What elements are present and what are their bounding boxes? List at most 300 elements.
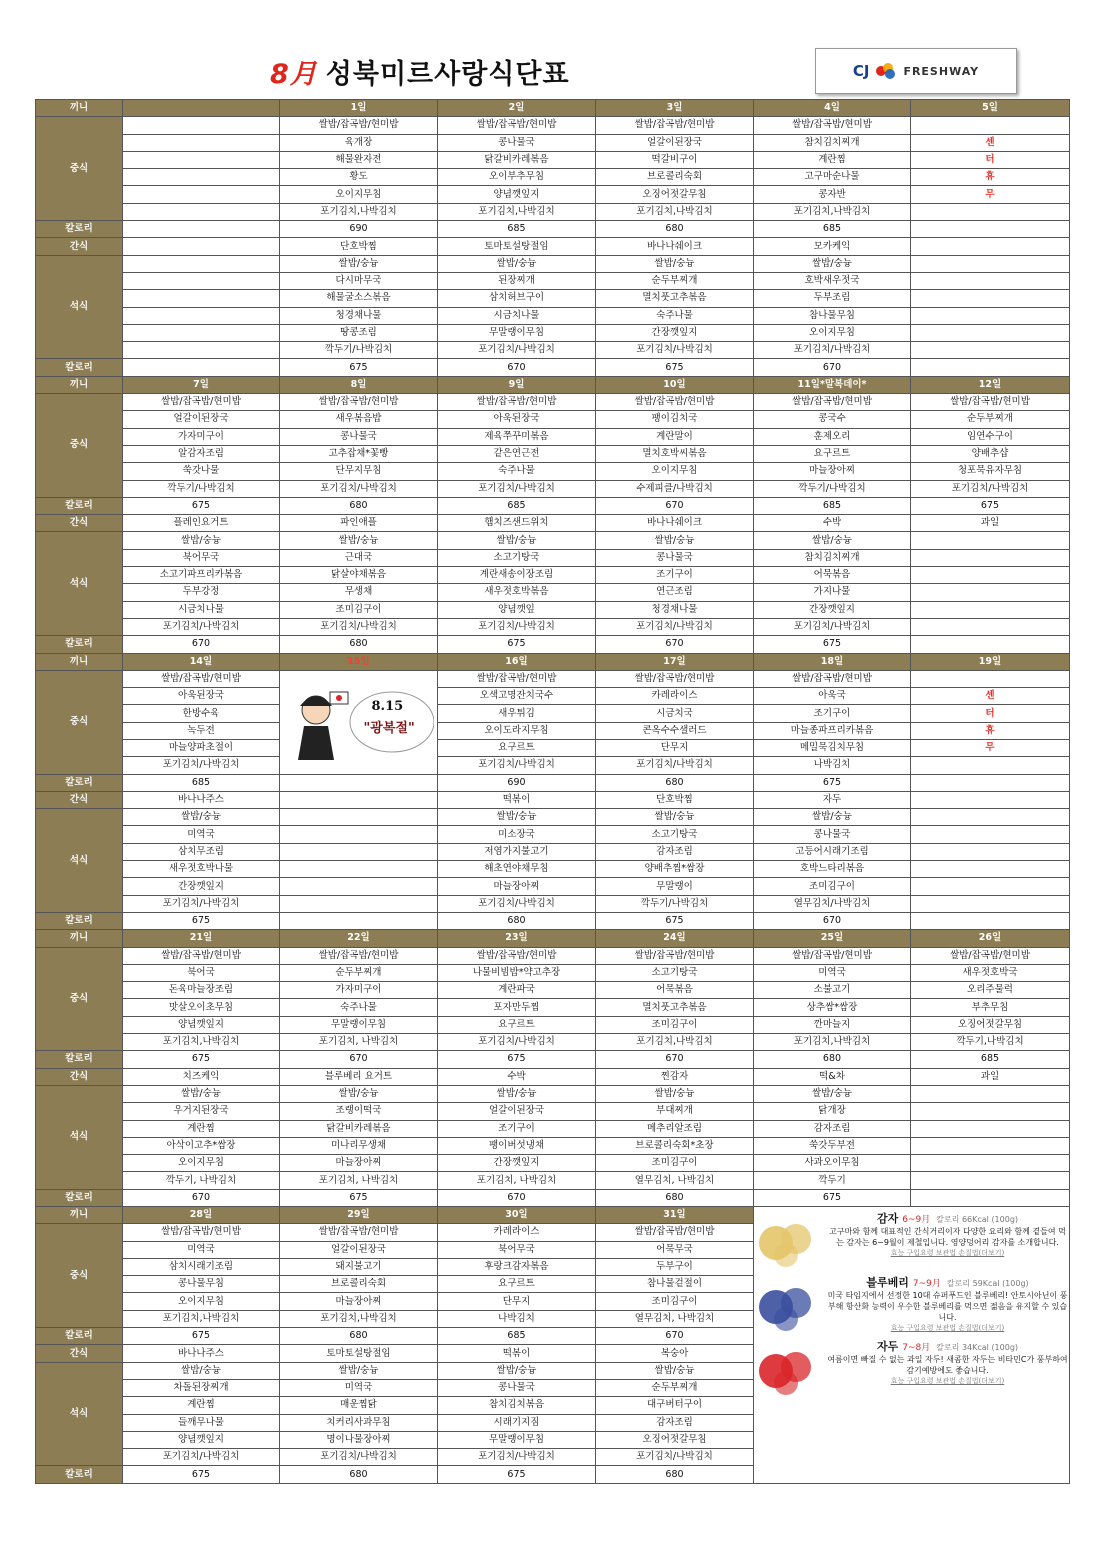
lunch-cell: 얼갈이된장국 [123, 411, 280, 428]
dinner-row [36, 1085, 1070, 1102]
dinner-row [36, 272, 1070, 289]
lunch-row [36, 947, 1070, 964]
lunch-cell: 휴 [911, 169, 1070, 186]
calorie-cell: 690 [438, 774, 596, 791]
calorie-cell: 670 [596, 497, 754, 514]
dinner-cell [911, 601, 1070, 618]
lunch-cell: 오이지무침 [123, 1293, 280, 1310]
dinner-calorie-row [36, 636, 1070, 653]
lunch-cell: 새우튀김 [438, 705, 596, 722]
lunch-cell: 계란찜 [754, 151, 911, 168]
calorie-cell: 675 [596, 359, 754, 376]
dinner-cell [911, 290, 1070, 307]
dinner-cell [911, 272, 1070, 289]
dinner-cell: 쌀밥/숭늉 [123, 809, 280, 826]
lunch-row [36, 964, 1070, 981]
fruit-kcal: 칼로리 34Kcal (100g) [936, 1343, 1019, 1352]
calorie-cell: 675 [596, 912, 754, 929]
meal-label: 끼니 [36, 653, 123, 670]
fruit-1-image [754, 1277, 820, 1335]
day-header: 19일 [911, 653, 1070, 670]
lunch-cell: 떡갈비구이 [596, 151, 754, 168]
lunch-cell: 깐마늘지 [754, 1016, 911, 1033]
fruit-more-link[interactable]: 효능 구입요령 보관법 손질법(더보기) [890, 1324, 1005, 1332]
dinner-cell: 삼치허브구이 [438, 290, 596, 307]
dinner-cell: 포기김치/나박김치 [280, 1449, 438, 1466]
lunch-cell: 쌀밥/잡곡밥/현미밥 [596, 1224, 754, 1241]
dinner-cell [123, 324, 280, 341]
lunch-cell: 황도 [280, 169, 438, 186]
dinner-cell: 호박새우젓국 [754, 272, 911, 289]
snack-cell [123, 238, 280, 255]
calorie-cell: 675 [438, 1466, 596, 1483]
lunch-cell: 포기김치/나박김치 [123, 757, 280, 774]
day-header: 25일 [754, 930, 911, 947]
snack-cell: 토마토설탕절임 [280, 1345, 438, 1362]
calorie-cell [911, 912, 1070, 929]
lunch-row [36, 394, 1070, 411]
lunch-cell: 포기김치,나박김치 [123, 1034, 280, 1051]
dinner-cell: 무말랭이무침 [438, 1431, 596, 1448]
dinner-cell: 매운찜닭 [280, 1397, 438, 1414]
dinner-cell: 어묵볶음 [754, 567, 911, 584]
dinner-cell [123, 290, 280, 307]
day-header: 5일 [911, 100, 1070, 117]
dinner-row [36, 255, 1070, 272]
dinner-cell: 멸치풋고추볶음 [596, 290, 754, 307]
fruit-more-link[interactable]: 효능 구입요령 보관법 손질법(더보기) [890, 1377, 1005, 1385]
lunch-row [36, 722, 1070, 739]
menu-table [35, 99, 1070, 1484]
lunch-cell: 깍두기,나박김치 [911, 1034, 1070, 1051]
lunch-cell: 임연수구이 [911, 428, 1070, 445]
dinner-cell: 부대찌개 [596, 1103, 754, 1120]
snack-cell: 바나나쉐이크 [596, 238, 754, 255]
title-text: 성북미르사랑식단표 [325, 59, 570, 90]
calorie-label: 칼로리 [36, 497, 123, 514]
lunch-cell: 어묵무국 [596, 1241, 754, 1258]
holiday-date: 8.15 [371, 699, 404, 715]
lunch-cell: 같은연근전 [438, 445, 596, 462]
calorie-cell: 670 [596, 1051, 754, 1068]
lunch-row [36, 203, 1070, 220]
dinner-row [36, 895, 1070, 912]
dinner-cell [911, 826, 1070, 843]
dinner-cell: 쌀밥/숭늉 [596, 255, 754, 272]
lunch-cell: 아욱국 [754, 688, 911, 705]
lunch-cell: 포기김치/나박김치 [596, 757, 754, 774]
calorie-cell: 670 [754, 912, 911, 929]
lunch-cell: 해물완자전 [280, 151, 438, 168]
dinner-cell [280, 895, 438, 912]
calorie-cell: 680 [280, 1328, 438, 1345]
dinner-cell: 포기김치/나박김치 [280, 618, 438, 635]
lunch-cell: 수제피클/나박김치 [596, 480, 754, 497]
snack-cell: 수박 [438, 1068, 596, 1085]
lunch-cell: 양배추샵 [911, 445, 1070, 462]
snack-cell: 단호박찜 [596, 791, 754, 808]
lunch-cell: 센 [911, 134, 1070, 151]
lunch-cell: 깍두기/나박김치 [754, 480, 911, 497]
lunch-cell: 포기김치,나박김치 [280, 203, 438, 220]
day-header: 2일 [438, 100, 596, 117]
snack-cell: 과일 [911, 1068, 1070, 1085]
dinner-row [36, 532, 1070, 549]
lunch-cell: 맛살오이초무침 [123, 999, 280, 1016]
lunch-cell: 쌀밥/잡곡밥/현미밥 [280, 1224, 438, 1241]
calorie-cell: 685 [438, 1328, 596, 1345]
lunch-cell [123, 151, 280, 168]
lunch-row [36, 688, 1070, 705]
dinner-cell: 조랭이떡국 [280, 1103, 438, 1120]
meal-label: 끼니 [36, 930, 123, 947]
snack-label: 간식 [36, 238, 123, 255]
dinner-cell [911, 324, 1070, 341]
calorie-cell: 675 [123, 1328, 280, 1345]
fruit-heading [826, 1277, 1069, 1290]
calorie-cell: 680 [754, 1051, 911, 1068]
dinner-cell: 쌀밥/숭늉 [754, 532, 911, 549]
cj-logo-icon [875, 62, 897, 80]
lunch-cell: 나물비빔밥*약고추장 [438, 964, 596, 981]
dinner-cell: 순두부찌개 [596, 1379, 754, 1396]
lunch-cell: 아욱된장국 [123, 688, 280, 705]
lunch-cell: 쌀밥/잡곡밥/현미밥 [754, 670, 911, 687]
lunch-cell [911, 117, 1070, 134]
dinner-cell: 차돌된장찌개 [123, 1379, 280, 1396]
lunch-cell: 시금치국 [596, 705, 754, 722]
lunch-cell: 쌀밥/잡곡밥/현미밥 [438, 947, 596, 964]
lunch-cell: 단무지 [596, 739, 754, 756]
dinner-cell [123, 272, 280, 289]
lunch-cell: 미역국 [754, 964, 911, 981]
lunch-cell: 쌀밥/잡곡밥/현미밥 [280, 394, 438, 411]
snack-cell: 플레인요거트 [123, 515, 280, 532]
snack-cell: 파인애플 [280, 515, 438, 532]
dinner-cell: 쌀밥/숭늉 [123, 1362, 280, 1379]
calorie-cell [280, 774, 438, 791]
lunch-row [36, 982, 1070, 999]
dinner-cell: 시금치나물 [123, 601, 280, 618]
dinner-label: 석식 [36, 1085, 123, 1189]
dinner-label: 석식 [36, 532, 123, 636]
lunch-cell: 포기김치,나박김치 [754, 203, 911, 220]
day-header: 1일 [280, 100, 438, 117]
lunch-cell: 카레라이스 [438, 1224, 596, 1241]
dinner-cell [911, 861, 1070, 878]
fruit-more-link[interactable]: 효능 구입요령 보관법 손질법(더보기) [890, 1249, 1005, 1257]
lunch-cell: 계란말이 [596, 428, 754, 445]
calorie-cell [123, 359, 280, 376]
lunch-cell: 청포묵유자무침 [911, 463, 1070, 480]
calorie-cell: 675 [911, 497, 1070, 514]
calorie-cell: 670 [438, 359, 596, 376]
dinner-cell: 땅콩조림 [280, 324, 438, 341]
calorie-label: 칼로리 [36, 1328, 123, 1345]
lunch-cell [123, 186, 280, 203]
calorie-label: 칼로리 [36, 221, 123, 238]
lunch-row [36, 186, 1070, 203]
lunch-cell: 단무지 [438, 1293, 596, 1310]
dinner-cell: 해초연야채무침 [438, 861, 596, 878]
dinner-cell: 닭살야채볶음 [280, 567, 438, 584]
lunch-cell: 돼지불고기 [280, 1258, 438, 1275]
lunch-cell: 무 [911, 186, 1070, 203]
calorie-cell: 685 [438, 221, 596, 238]
lunch-cell: 무 [911, 739, 1070, 756]
dinner-cell: 오이지무침 [123, 1155, 280, 1172]
day-header: 12일 [911, 376, 1070, 393]
lunch-calorie-row [36, 1051, 1070, 1068]
dinner-cell [911, 567, 1070, 584]
lunch-label: 중식 [36, 117, 123, 221]
dinner-cell: 근대국 [280, 549, 438, 566]
lunch-cell: 휴 [911, 722, 1070, 739]
day-header: 30일 [438, 1207, 596, 1224]
lunch-cell: 쌀밥/잡곡밥/현미밥 [596, 394, 754, 411]
calorie-cell: 680 [280, 1466, 438, 1483]
lunch-cell: 요구르트 [438, 739, 596, 756]
snack-cell: 토마토설탕절임 [438, 238, 596, 255]
lunch-cell: 포자만두찜 [438, 999, 596, 1016]
lunch-cell: 순두부찌개 [911, 411, 1070, 428]
dinner-cell: 쌀밥/숭늉 [123, 532, 280, 549]
lunch-cell: 참나물겉절이 [596, 1276, 754, 1293]
page-title [270, 52, 570, 91]
lunch-cell: 콩국수 [754, 411, 911, 428]
dinner-cell: 쌀밥/숭늉 [438, 532, 596, 549]
day-header-row [36, 376, 1070, 393]
dinner-cell: 쌀밥/숭늉 [438, 809, 596, 826]
lunch-cell: 마늘장아찌 [280, 1293, 438, 1310]
lunch-label: 중식 [36, 1224, 123, 1328]
lunch-cell: 숙주나물 [438, 463, 596, 480]
calorie-cell: 680 [596, 774, 754, 791]
lunch-row [36, 411, 1070, 428]
lunch-cell [911, 203, 1070, 220]
calorie-cell: 680 [596, 221, 754, 238]
dinner-cell: 깍두기, 나박김치 [123, 1172, 280, 1189]
lunch-cell: 오이지무침 [596, 463, 754, 480]
dinner-row [36, 567, 1070, 584]
lunch-row [36, 117, 1070, 134]
dinner-cell: 계란새송이장조림 [438, 567, 596, 584]
dinner-cell: 브로콜리숙회*초장 [596, 1137, 754, 1154]
lunch-cell: 고추잡채*꽃빵 [280, 445, 438, 462]
calorie-cell: 675 [280, 1189, 438, 1206]
dinner-cell [911, 584, 1070, 601]
snack-cell [911, 238, 1070, 255]
dinner-cell: 깍두기/나박김치 [280, 342, 438, 359]
lunch-row [36, 670, 1070, 687]
dinner-cell: 포기김치, 나박김치 [438, 1172, 596, 1189]
lunch-cell: 요구르트 [754, 445, 911, 462]
lunch-cell: 콘옥수수샐러드 [596, 722, 754, 739]
dinner-cell: 아삭이고추*쌈장 [123, 1137, 280, 1154]
lunch-cell: 마늘장아찌 [754, 463, 911, 480]
lunch-cell: 조미김구이 [596, 1293, 754, 1310]
lunch-cell: 브로콜리숙회 [280, 1276, 438, 1293]
lunch-cell: 북어무국 [438, 1241, 596, 1258]
dinner-row [36, 1137, 1070, 1154]
lunch-calorie-row [36, 221, 1070, 238]
dinner-cell: 미나리무생채 [280, 1137, 438, 1154]
calorie-cell: 670 [596, 636, 754, 653]
dinner-row [36, 307, 1070, 324]
calorie-cell [911, 359, 1070, 376]
dinner-cell: 양념깻잎 [438, 601, 596, 618]
dinner-cell: 된장찌개 [438, 272, 596, 289]
lunch-row [36, 169, 1070, 186]
dinner-row [36, 826, 1070, 843]
lunch-row [36, 445, 1070, 462]
lunch-cell: 메밀묵김치무침 [754, 739, 911, 756]
lunch-cell: 얼갈이된장국 [280, 1241, 438, 1258]
dinner-cell: 감자조림 [754, 1120, 911, 1137]
dinner-calorie-row [36, 912, 1070, 929]
fruit-info-panel [754, 1207, 1070, 1484]
snack-row [36, 791, 1070, 808]
dinner-cell: 간장깻잎지 [123, 878, 280, 895]
lunch-cell: 깍두기/나박김치 [123, 480, 280, 497]
menu-table-body [36, 100, 1070, 1484]
day-header: 29일 [280, 1207, 438, 1224]
lunch-row [36, 1016, 1070, 1033]
day-header: 11일*말복데이* [754, 376, 911, 393]
dinner-cell: 참치김치찌개 [754, 549, 911, 566]
calorie-cell [911, 1189, 1070, 1206]
dinner-cell: 깍두기/나박김치 [596, 895, 754, 912]
day-header: 24일 [596, 930, 754, 947]
dinner-calorie-row [36, 359, 1070, 376]
day-header: 31일 [596, 1207, 754, 1224]
calorie-cell: 675 [123, 1466, 280, 1483]
dinner-cell: 얼갈이된장국 [438, 1103, 596, 1120]
lunch-cell: 쌀밥/잡곡밥/현미밥 [123, 1224, 280, 1241]
dinner-cell: 쌀밥/숭늉 [280, 1085, 438, 1102]
dinner-row [36, 1155, 1070, 1172]
dinner-cell: 순두부찌개 [596, 272, 754, 289]
lunch-cell: 쌀밥/잡곡밥/현미밥 [123, 394, 280, 411]
dinner-label: 석식 [36, 255, 123, 359]
lunch-cell: 오이부추무침 [438, 169, 596, 186]
lunch-cell: 포기김치,나박김치 [754, 1034, 911, 1051]
lunch-cell: 포기김치/나박김치 [911, 480, 1070, 497]
lunch-cell: 아욱된장국 [438, 411, 596, 428]
lunch-cell: 요구르트 [438, 1016, 596, 1033]
dinner-cell: 쌀밥/숭늉 [754, 1085, 911, 1102]
dinner-cell: 무말랭이 [596, 878, 754, 895]
dinner-row [36, 1172, 1070, 1189]
calorie-label: 칼로리 [36, 359, 123, 376]
calorie-cell: 670 [438, 1189, 596, 1206]
calorie-cell [123, 221, 280, 238]
lunch-cell: 쌀밥/잡곡밥/현미밥 [438, 394, 596, 411]
day-header: 9일 [438, 376, 596, 393]
logo-cj-text: CJ [852, 62, 870, 80]
lunch-label: 중식 [36, 947, 123, 1051]
calorie-cell: 675 [754, 636, 911, 653]
fruit-description: 고구마와 함께 대표적인 간식거리이자 다양한 요리와 함께 곁들여 먹는 감자는 6~9월이 제철입니다. 영양덩어리 감자를 소개합니다. [829, 1227, 1066, 1247]
dinner-cell [911, 1172, 1070, 1189]
lunch-cell: 쑥갓나물 [123, 463, 280, 480]
calorie-cell: 685 [911, 1051, 1070, 1068]
dinner-cell [280, 809, 438, 826]
dinner-cell: 사과오이무침 [754, 1155, 911, 1172]
fruit-text [826, 1341, 1069, 1399]
dinner-row [36, 809, 1070, 826]
dinner-cell: 조기구이 [438, 1120, 596, 1137]
dinner-cell: 포기김치, 나박김치 [280, 1172, 438, 1189]
day-header: 23일 [438, 930, 596, 947]
calorie-cell [911, 774, 1070, 791]
dinner-cell: 청경채나물 [280, 307, 438, 324]
liberation-day-illustration [284, 682, 434, 762]
lunch-cell: 열무김치, 나박김치 [596, 1310, 754, 1327]
dinner-label: 석식 [36, 1362, 123, 1466]
calorie-cell: 675 [123, 912, 280, 929]
fruit-item [754, 1341, 1069, 1399]
dinner-row [36, 878, 1070, 895]
snack-cell: 복숭아 [596, 1345, 754, 1362]
lunch-label: 중식 [36, 394, 123, 498]
lunch-cell: 삼치시래기조림 [123, 1258, 280, 1275]
snack-cell [911, 791, 1070, 808]
calorie-cell [911, 636, 1070, 653]
lunch-cell [911, 670, 1070, 687]
dinner-cell [911, 1120, 1070, 1137]
lunch-cell: 단무지무침 [280, 463, 438, 480]
lunch-cell: 오이지무침 [280, 186, 438, 203]
fruit-item [754, 1277, 1069, 1335]
snack-cell: 블루베리 요거트 [280, 1068, 438, 1085]
lunch-cell: 나박김치 [754, 757, 911, 774]
calorie-label: 칼로리 [36, 774, 123, 791]
calorie-cell: 685 [754, 497, 911, 514]
dinner-cell: 숙주나물 [596, 307, 754, 324]
dinner-cell: 저염가지불고기 [438, 843, 596, 860]
day-header: 7일 [123, 376, 280, 393]
dinner-cell: 쌀밥/숭늉 [123, 1085, 280, 1102]
day-header: 26일 [911, 930, 1070, 947]
day-header-row [36, 100, 1070, 117]
dinner-cell: 해물굴소스볶음 [280, 290, 438, 307]
calorie-cell: 675 [754, 1189, 911, 1206]
dinner-cell: 쌀밥/숭늉 [438, 1362, 596, 1379]
lunch-cell: 새우젓호박국 [911, 964, 1070, 981]
dinner-cell [123, 255, 280, 272]
dinner-cell [123, 307, 280, 324]
dinner-cell: 소고기탕국 [438, 549, 596, 566]
dinner-row [36, 843, 1070, 860]
lunch-cell: 포기김치/나박김치 [280, 480, 438, 497]
lunch-cell: 쌀밥/잡곡밥/현미밥 [911, 947, 1070, 964]
dinner-row [36, 324, 1070, 341]
lunch-cell: 제육쭈꾸미볶음 [438, 428, 596, 445]
dinner-cell [911, 342, 1070, 359]
lunch-calorie-row [36, 774, 1070, 791]
lunch-cell: 센 [911, 688, 1070, 705]
lunch-row [36, 463, 1070, 480]
lunch-cell: 계란파국 [438, 982, 596, 999]
dinner-cell: 미역국 [123, 826, 280, 843]
dinner-row [36, 861, 1070, 878]
lunch-row [36, 1034, 1070, 1051]
dinner-cell: 쌀밥/숭늉 [596, 1362, 754, 1379]
dinner-cell: 새우젓호박볶음 [438, 584, 596, 601]
lunch-cell: 닭갈비카레볶음 [438, 151, 596, 168]
dinner-cell: 오징어젓갈무침 [596, 1431, 754, 1448]
